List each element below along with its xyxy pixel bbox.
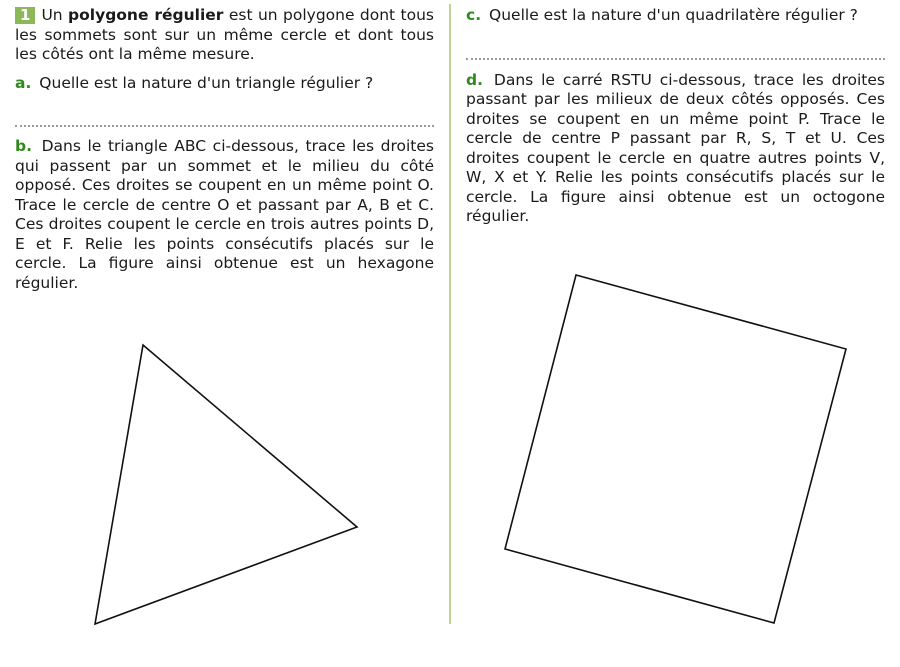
question-c-text: Quelle est la nature d'un quadrilatère régulier ? — [489, 6, 858, 24]
triangle-abc[interactable] — [95, 345, 357, 624]
question-b-text: Dans le triangle ABC ci-dessous, trace les droites qui passent par un sommet et le milieu du côté opposé. Ces droites se coupent en un même point O. Trace le cercle de centre O et passant par A, B et C. Ces droites coupent le cercle en trois autres points D, E et F. Relie les points consécutifs placés sur le cercle. La figure ainsi obtenue est un hexagone régulier. — [15, 137, 434, 292]
question-b-letter: b. — [15, 137, 32, 155]
question-c-letter: c. — [466, 6, 482, 24]
intro-text-end: est un polygone dont tous les sommets sont sur un même cercle et dont tous les côtés ont la même mesure. — [15, 6, 434, 63]
intro-text-start: Un — [41, 6, 63, 24]
question-a-letter: a. — [15, 73, 32, 92]
question-d-text: Dans le carré RSTU ci-dessous, trace les droites passant par les milieux de deux côtés opposés. Ces droites se coupent en un même point P. Trace le cercle de centre P passant par R, S, T et U. Ces droites coupent le cercle en quatre autres points V, W, X et Y. Relie les points consécutifs placés sur le cercle. La figure ainsi obtenue est un octogone régulier. — [466, 70, 885, 225]
question-d-letter: d. — [466, 70, 483, 89]
square-rstu[interactable] — [505, 275, 846, 623]
question-a-text: Quelle est la nature d'un triangle régulier ? — [39, 73, 374, 92]
intro-bold-term: polygone régulier — [68, 6, 224, 24]
exercise-number-badge: 1 — [15, 7, 35, 24]
